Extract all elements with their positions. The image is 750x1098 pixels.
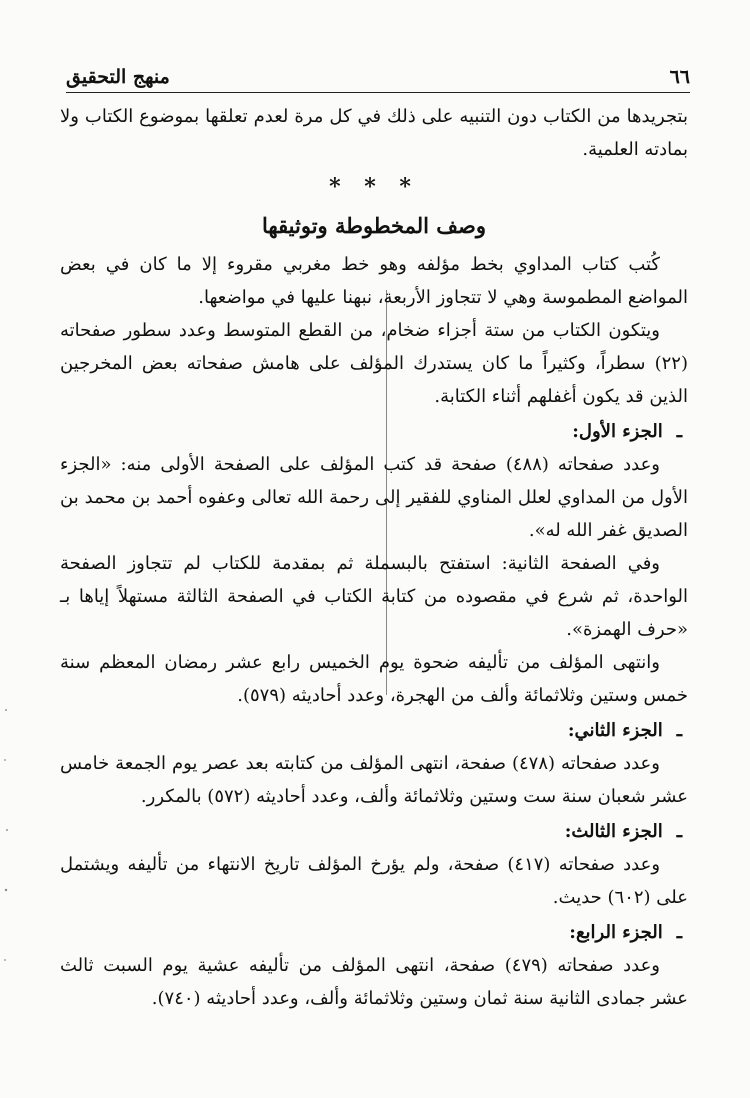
- part-3-paragraph: وعدد صفحاته (٤١٧) صفحة، ولم يؤرخ المؤلف تاريخ الانتهاء من تأليفه ويشتمل على (٦٠٢) حديث.: [60, 854, 688, 908]
- part-2-paragraph: وعدد صفحاته (٤٧٨) صفحة، انتهى المؤلف من كتابته بعد عصر يوم الجمعة خامس عشر شعبان سنة ست وستين وثلاثمائة وألف، وعدد أحاديثه (٥٧٢) بالمكرر.: [60, 753, 688, 807]
- section-separator: * * *: [329, 174, 419, 200]
- page-header: [66, 58, 690, 93]
- list-dash: ـ: [676, 421, 682, 442]
- manuscript-description-paragraph: كُتب كتاب المداوي بخط مؤلفه وهو خط مغربي مقروء إلا ما كان في بعض المواضع المطموسة وهي لا تتجاوز الأربعة، نبهنا عليها في مواضعها.: [60, 254, 688, 308]
- part-4-paragraph: وعدد صفحاته (٤٧٩) صفحة، انتهى المؤلف من تأليفه عشية يوم السبت ثالث عشر جمادى الثانية سنة ثمان وستين وثلاثمائة وألف، وعدد أحاديثه (٧٤٠).: [60, 955, 688, 1009]
- volumes-description-paragraph: ويتكون الكتاب من ستة أجزاء ضخام، من القطع المتوسط وعدد سطور صفحاته (٢٢) سطراً، وكثيراً ما كان يستدرك المؤلف على هامش صفحاته بعض المخرجين الذين قد يكون أغفلهم أثناء الكتابة.: [60, 320, 688, 407]
- part-1-paragraph-3: وانتهى المؤلف من تأليفه ضحوة يوم الخميس رابع عشر رمضان المعظم سنة خمس وستين وثلاثمائة وألف من الهجرة، وعدد أحاديثه (٥٧٩).: [60, 652, 688, 706]
- part-1-paragraph-1: وعدد صفحاته (٤٨٨) صفحة قد كتب المؤلف على الصفحة الأولى منه: «الجزء الأول من المداوي لعلل المناوي للفقير إلى رحمة الله تعالى وعفوه أحمد بن محمد بن الصديق غفر الله له».: [60, 454, 688, 541]
- section-heading: وصف المخطوطة وتوثيقها: [261, 213, 487, 238]
- part-2-title: الجزء الثاني:: [567, 720, 663, 741]
- part-1-title: الجزء الأول:: [572, 421, 663, 442]
- page-number: ٦٦: [669, 66, 690, 88]
- part-1-heading: [60, 415, 682, 448]
- list-dash: ـ: [676, 720, 682, 741]
- scan-edge-marks: [2, 700, 10, 1000]
- part-1-paragraph-2: وفي الصفحة الثانية: استفتح بالبسملة ثم بمقدمة للكتاب لم تتجاوز الصفحة الواحدة، ثم شرع في مقصوده من كتابة الكتاب في الصفحة الثالثة مستهلاً إياها بـ «حرف الهمزة».: [60, 553, 688, 640]
- page-body: [60, 100, 688, 1015]
- list-dash: ـ: [676, 821, 682, 842]
- part-4-title: الجزء الرابع:: [569, 922, 663, 943]
- part-2-heading: [60, 714, 682, 747]
- page-title: منهج التحقيق: [66, 66, 170, 88]
- part-3-heading: [60, 815, 682, 848]
- part-4-heading: [60, 916, 682, 949]
- list-dash: ـ: [676, 922, 682, 943]
- intro-paragraph: بتجريدها من الكتاب دون التنبيه على ذلك في كل مرة لعدم تعلقها بموضوع الكتاب ولا بمادته العلمية.: [60, 106, 688, 160]
- part-3-title: الجزء الثالث:: [564, 821, 663, 842]
